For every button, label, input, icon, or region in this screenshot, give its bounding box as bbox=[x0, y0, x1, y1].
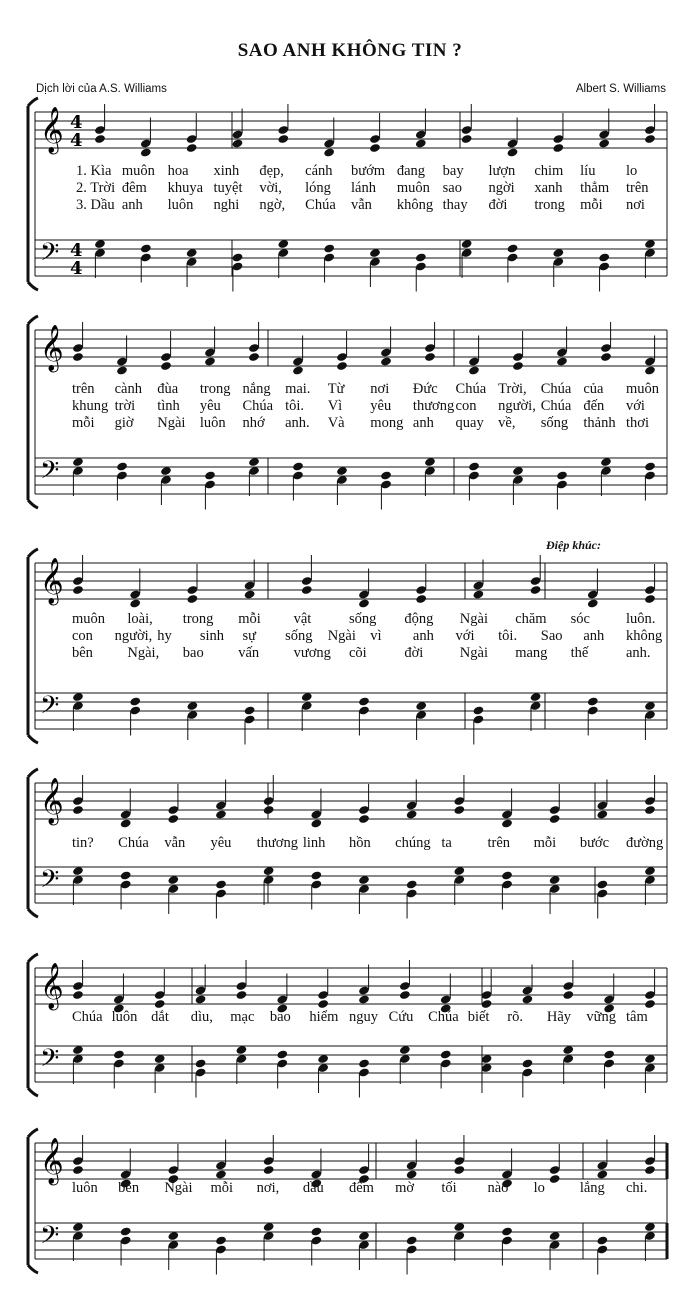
lyric-syllable: vời, bbox=[259, 180, 282, 196]
note-head bbox=[644, 1165, 656, 1175]
lyric-syllable: thẳm bbox=[580, 180, 610, 196]
song-title: SAO ANH KHÔNG TIN ? bbox=[237, 40, 463, 61]
lyric-syllable: Chúa bbox=[428, 1009, 459, 1025]
lyric-syllable: tình bbox=[157, 398, 180, 414]
lyric-syllable: mong bbox=[370, 415, 404, 431]
lyric-syllable: chăm bbox=[515, 611, 547, 627]
lyric-syllable: khuya bbox=[167, 180, 204, 196]
lyric-syllable: Sao bbox=[540, 628, 563, 644]
treble-clef-icon: 𝄞 bbox=[40, 1138, 64, 1184]
lyric-syllable: vật bbox=[293, 611, 312, 627]
lyric-syllable: tin? bbox=[72, 835, 94, 851]
lyric-syllable: khung bbox=[72, 398, 109, 414]
treble-clef-icon: 𝄞 bbox=[40, 778, 64, 824]
lyric-syllable: giờ bbox=[114, 415, 134, 431]
lyric-syllable: Ngài, bbox=[127, 645, 160, 661]
lyric-syllable: Đức bbox=[412, 381, 438, 397]
lyric-line bbox=[0, 1180, 700, 1198]
lyric-syllable: mỗi bbox=[580, 197, 603, 213]
lyric-syllable: động bbox=[404, 611, 434, 627]
lyric-syllable: thế bbox=[570, 645, 589, 661]
lyric-syllable: đêm bbox=[121, 180, 147, 196]
lyric-syllable: trời bbox=[114, 398, 136, 414]
lyric-syllable: chúng bbox=[395, 835, 431, 851]
lyric-syllable: anh bbox=[121, 197, 143, 213]
lyric-syllable: Trời, bbox=[498, 381, 527, 397]
lyric-syllable: hy bbox=[157, 628, 172, 644]
lyric-syllable: bên bbox=[118, 1180, 140, 1196]
lyric-syllable: muôn bbox=[72, 611, 106, 627]
bass-clef-icon: 𝄢 bbox=[40, 238, 60, 273]
lyric-syllable: 1. Kìa bbox=[76, 163, 112, 179]
lyric-syllable: ngời bbox=[488, 180, 515, 196]
note-head bbox=[406, 1169, 418, 1179]
bass-clef-icon: 𝄢 bbox=[40, 456, 60, 491]
lyric-syllable: đẹp, bbox=[259, 163, 284, 179]
lyric-syllable: thơi bbox=[626, 415, 649, 431]
lyric-syllable: tuyệt bbox=[213, 180, 243, 196]
lyric-syllable: sao bbox=[442, 180, 462, 196]
lyric-syllable: sống bbox=[540, 415, 569, 431]
note-head bbox=[263, 1165, 275, 1175]
lyric-syllable: lắng bbox=[579, 1180, 605, 1196]
lyric-syllable: thay bbox=[442, 197, 468, 213]
note-head bbox=[501, 1226, 513, 1236]
lyric-syllable: mang bbox=[515, 645, 548, 661]
lyric-syllable: hoa bbox=[167, 163, 189, 179]
refrain-label: Điệp khúc: bbox=[546, 538, 601, 552]
lyric-syllable: trong bbox=[199, 381, 231, 397]
lyric-syllable: vấn bbox=[238, 645, 260, 661]
note-head bbox=[215, 1169, 227, 1179]
lyric-syllable: anh bbox=[583, 628, 605, 644]
lyric-syllable: trên bbox=[487, 835, 511, 851]
lyric-syllable: mạc bbox=[230, 1009, 255, 1025]
treble-clef-icon: 𝄞 bbox=[40, 558, 64, 604]
lyric-syllable: mỗi bbox=[238, 611, 261, 627]
lyric-syllable: của bbox=[583, 381, 604, 397]
lyric-syllable: người, bbox=[498, 398, 536, 414]
lyric-syllable: Chúa bbox=[455, 381, 487, 397]
lyric-syllable: lượn bbox=[488, 163, 516, 179]
note-head bbox=[120, 1226, 132, 1236]
treble-clef-icon: 𝄞 bbox=[40, 107, 64, 153]
lyric-syllable: Chúa bbox=[540, 381, 572, 397]
lyric-syllable: sóc bbox=[570, 611, 590, 627]
lyric-syllable: bước bbox=[579, 835, 610, 851]
bass-clef-icon: 𝄢 bbox=[40, 865, 60, 900]
lyric-syllable: nơi bbox=[626, 197, 645, 213]
lyric-syllable: con bbox=[455, 398, 477, 414]
lyric-syllable: dìu, bbox=[190, 1009, 213, 1025]
lyric-syllable: tôi. bbox=[285, 398, 304, 414]
lyric-syllable: bên bbox=[72, 645, 93, 661]
lyric-syllable: sống bbox=[285, 628, 313, 644]
lyric-syllable: muôn bbox=[626, 381, 660, 397]
lyric-syllable: Ngài bbox=[164, 1180, 193, 1196]
lyric-syllable: yêu bbox=[210, 835, 232, 851]
bass-clef-icon: 𝄢 bbox=[40, 1221, 60, 1256]
lyric-syllable: hồn bbox=[349, 835, 371, 851]
lyric-syllable: luôn. bbox=[626, 611, 656, 627]
lyric-syllable: người, bbox=[114, 628, 153, 644]
lyric-syllable: vẫn bbox=[351, 197, 372, 213]
lyric-syllable: rõ. bbox=[507, 1009, 523, 1025]
lyric-syllable: đường bbox=[626, 835, 664, 851]
lyric-syllable: thảnh bbox=[583, 415, 616, 431]
lyric-syllable: linh bbox=[302, 835, 326, 851]
lyric-syllable: anh. bbox=[626, 645, 651, 661]
lyric-syllable: líu bbox=[580, 163, 596, 179]
lyric-syllable: mỗi bbox=[72, 415, 95, 431]
lyric-syllable: mờ bbox=[395, 1180, 415, 1196]
lyric-syllable: Và bbox=[327, 415, 345, 431]
lyric-syllable: Hãy bbox=[546, 1009, 572, 1025]
system-bracket bbox=[28, 1129, 38, 1273]
lyric-syllable: trên bbox=[72, 381, 95, 397]
lyric-syllable: tôi. bbox=[498, 628, 518, 644]
lyric-syllable: muôn bbox=[396, 180, 430, 196]
lyric-syllable: đến bbox=[583, 398, 605, 414]
lyric-syllable: Từ bbox=[327, 381, 345, 397]
lyric-syllable: 3. Dầu bbox=[76, 197, 115, 213]
lyric-syllable: bao bbox=[269, 1009, 291, 1025]
lyric-syllable: đang bbox=[396, 163, 426, 179]
treble-clef-icon: 𝄞 bbox=[40, 963, 64, 1009]
lyric-syllable: cành bbox=[114, 381, 142, 397]
lyric-syllable: Chúa bbox=[242, 398, 274, 414]
lyric-syllable: chim bbox=[534, 163, 564, 179]
lyric-syllable: mai. bbox=[285, 381, 311, 397]
lyric-syllable: Chúa bbox=[540, 398, 572, 414]
lyric-syllable: thương bbox=[256, 835, 298, 851]
lyric-syllable: bay bbox=[442, 163, 464, 179]
lyric-syllable: mỗi bbox=[210, 1180, 234, 1196]
lyric-syllable: không bbox=[626, 628, 663, 644]
lyric-syllable: đời bbox=[488, 197, 508, 213]
lyric-syllable: luôn bbox=[167, 197, 194, 213]
composer-credit: Albert S. Williams bbox=[575, 83, 666, 95]
lyric-syllable: sống bbox=[349, 611, 377, 627]
note-head bbox=[406, 1235, 418, 1245]
note-head bbox=[596, 1235, 608, 1245]
lyric-syllable: thương bbox=[412, 398, 455, 414]
lyric-syllable: dắt bbox=[151, 1009, 169, 1025]
lyric-syllable: Chúa bbox=[118, 835, 149, 851]
lyric-syllable: yêu bbox=[370, 398, 392, 414]
bass-clef-icon: 𝄢 bbox=[40, 1044, 60, 1079]
treble-clef-icon: 𝄞 bbox=[40, 325, 64, 371]
lyric-syllable: nguy bbox=[349, 1009, 378, 1025]
lyric-syllable: vẫn bbox=[164, 835, 186, 851]
lyric-syllable: sự bbox=[242, 628, 256, 644]
lyric-syllable: tối bbox=[441, 1180, 457, 1196]
lyric-syllable: Ngài bbox=[327, 628, 356, 644]
lyric-syllable: lo bbox=[533, 1180, 545, 1196]
lyric-syllable: lóng bbox=[305, 180, 331, 196]
lyric-syllable: luôn bbox=[72, 1180, 98, 1196]
lyric-syllable: tâm bbox=[626, 1009, 648, 1025]
lyric-syllable: Cứu bbox=[388, 1009, 414, 1025]
lyric-syllable: xanh bbox=[534, 180, 563, 196]
lyric-syllable: nhớ bbox=[242, 415, 265, 431]
lyric-syllable: lánh bbox=[351, 180, 376, 196]
lyric-syllable: mỗi bbox=[533, 835, 557, 851]
lyric-syllable: vương bbox=[293, 645, 331, 661]
note-head bbox=[453, 1165, 465, 1175]
time-signature-bottom: 4 bbox=[70, 258, 83, 279]
lyric-syllable: muôn bbox=[121, 163, 155, 179]
lyric-syllable: anh bbox=[412, 628, 434, 644]
lyric-syllable: xinh bbox=[213, 163, 240, 179]
lyric-syllable: hiểm bbox=[309, 1009, 339, 1025]
note-head bbox=[72, 1165, 84, 1175]
lyric-syllable: trên bbox=[626, 180, 649, 196]
lyric-syllable: yêu bbox=[199, 398, 221, 414]
lyric-syllable: đời bbox=[404, 645, 424, 661]
lyric-syllable: nơi, bbox=[256, 1180, 280, 1196]
lyric-syllable: với bbox=[626, 398, 645, 414]
lyric-syllable: về, bbox=[498, 415, 516, 431]
lyric-syllable: cánh bbox=[305, 163, 333, 179]
lyric-syllable: sinh bbox=[199, 628, 225, 644]
lyric-syllable: trong bbox=[182, 611, 214, 627]
lyric-syllable: ngờ, bbox=[259, 197, 286, 213]
lyric-syllable: nào bbox=[487, 1180, 509, 1196]
lyric-syllable: Ngài bbox=[459, 645, 488, 661]
time-signature-top: 4 bbox=[70, 112, 83, 133]
lyric-syllable: vì bbox=[370, 628, 382, 644]
time-signature-top: 4 bbox=[70, 240, 83, 261]
lyric-syllable: Chúa bbox=[305, 197, 336, 213]
time-signature-bottom: 4 bbox=[70, 130, 83, 151]
lyric-syllable: chi. bbox=[626, 1180, 648, 1196]
lyric-syllable: lo bbox=[626, 163, 638, 179]
bass-clef-icon: 𝄢 bbox=[40, 691, 60, 726]
lyric-syllable: cõi bbox=[349, 645, 367, 661]
lyric-syllable: Vì bbox=[327, 398, 343, 414]
lyric-syllable: Ngài bbox=[157, 415, 186, 431]
lyric-syllable: bao bbox=[182, 645, 204, 661]
lyric-syllable: không bbox=[396, 197, 434, 213]
lyric-syllable: Chúa bbox=[72, 1009, 103, 1025]
lyric-syllable: vững bbox=[586, 1009, 617, 1025]
lyric-syllable: nơi bbox=[370, 381, 390, 397]
lyric-syllable: anh bbox=[412, 415, 434, 431]
lyric-syllable: với bbox=[455, 628, 475, 644]
lyric-syllable: luôn bbox=[199, 415, 226, 431]
note-head bbox=[596, 1169, 608, 1179]
lyricist-credit: Dịch lời của A.S. Williams bbox=[36, 83, 167, 95]
lyric-syllable: đùa bbox=[157, 381, 179, 397]
note-head bbox=[215, 1235, 227, 1245]
lyric-syllable: nghi bbox=[213, 197, 240, 213]
lyric-syllable: đêm bbox=[349, 1180, 374, 1196]
lyric-syllable: bướm bbox=[351, 163, 386, 179]
lyric-syllable: quay bbox=[455, 415, 484, 431]
note-head bbox=[310, 1226, 322, 1236]
lyric-syllable: 2. Trời bbox=[76, 180, 116, 196]
lyric-syllable: anh. bbox=[285, 415, 310, 431]
lyric-syllable: dầu bbox=[302, 1180, 324, 1196]
lyric-syllable: con bbox=[72, 628, 93, 644]
lyric-syllable: nắng bbox=[242, 381, 271, 397]
lyric-syllable: ta bbox=[441, 835, 452, 851]
lyric-syllable: loài, bbox=[127, 611, 153, 627]
lyric-syllable: biết bbox=[467, 1009, 490, 1025]
lyric-syllable: trong bbox=[534, 197, 565, 213]
lyric-syllable: luôn bbox=[111, 1009, 138, 1025]
lyric-syllable: Ngài bbox=[459, 611, 488, 627]
